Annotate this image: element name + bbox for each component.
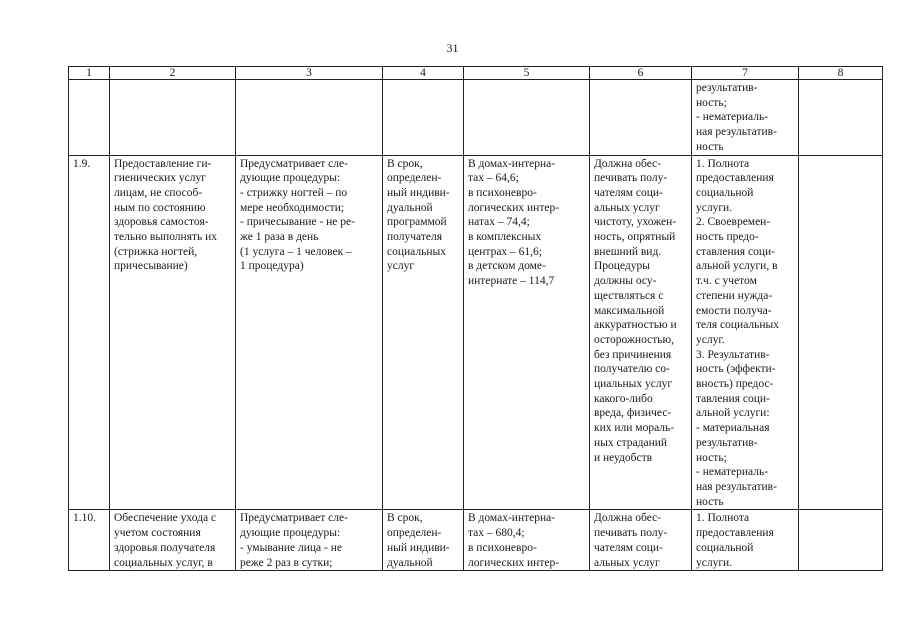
column-header: 1 — [69, 67, 110, 80]
tariff-cell: В домах-интерна- тах – 680,4; в психоневро- логических интер- — [464, 510, 590, 571]
table-header-row — [69, 67, 883, 80]
page-number: 31 — [446, 41, 459, 55]
column-header: 2 — [110, 67, 236, 80]
column-header: 5 — [464, 67, 590, 80]
evaluation-indicators-cell: 1. Полнота предоставления социальной услуги. 2. Своевремен- ность предо- ставления соци- альной услуги, в т.ч. с учетом степени нужда- емости получа- теля социальных услуг. 3. Результатив- ность (эффекти- вность) предос- тавления соци- альной услуги: - материальная результатив- ность; - нематериаль- ная результатив- ность — [692, 155, 799, 510]
row-number-cell: 1.10. — [69, 510, 110, 571]
column-header: 3 — [236, 67, 383, 80]
tariff-cell: В домах-интерна- тах – 64,6; в психоневро- логических интер- натах – 74,4; в комплексных центрах – 61,6; в детском доме- интернате – 114,7 — [464, 155, 590, 510]
term-cell — [383, 80, 464, 156]
column-header: 4 — [383, 67, 464, 80]
quality-requirements-cell: Должна обес- печивать полу- чателям соци- альных услуг — [590, 510, 692, 571]
column-header: 6 — [590, 67, 692, 80]
service-name-cell: Обеспечение ухода с учетом состояния здоровья получателя социальных услуг, в — [110, 510, 236, 571]
term-cell: В срок, определен- ный индиви- дуальной — [383, 510, 464, 571]
services-table — [68, 66, 883, 571]
evaluation-indicators-cell: результатив- ность; - нематериаль- ная результатив- ность — [692, 80, 799, 156]
row-number-cell: 1.9. — [69, 155, 110, 510]
empty-cell — [799, 155, 883, 510]
table-row — [69, 155, 883, 510]
service-name-cell: Предоставление ги- гиенических услуг лицам, не способ- ным по состоянию здоровья самостоя- тельно выполнять их (стрижка ногтей, причесывание) — [110, 155, 236, 510]
service-description-cell: Предусматривает сле- дующие процедуры: - стрижку ногтей – по мере необходимости; - причесывание - не ре- же 1 раза в день (1 услуга – 1 человек – 1 процедура) — [236, 155, 383, 510]
column-header: 8 — [799, 67, 883, 80]
quality-requirements-cell: Должна обес- печивать полу- чателям соци- альных услуг чистоту, ухожен- ность, опрятный внешний вид. Процедуры должны осу- ществляться с максимальной аккуратностью и осторожностью, без причинения получателю со- циальных услуг какого-либо вреда, физичес- ких или мораль- ных страданий и неудобств — [590, 155, 692, 510]
empty-cell — [799, 80, 883, 156]
row-number-cell — [69, 80, 110, 156]
table-row — [69, 510, 883, 571]
term-cell: В срок, определен- ный индиви- дуальной программой получателя социальных услуг — [383, 155, 464, 510]
column-header: 7 — [692, 67, 799, 80]
empty-cell — [799, 510, 883, 571]
service-description-cell: Предусматривает сле- дующие процедуры: - умывание лица - не реже 2 раз в сутки; — [236, 510, 383, 571]
evaluation-indicators-cell: 1. Полнота предоставления социальной услуги. — [692, 510, 799, 571]
table-row-continued — [69, 80, 883, 156]
service-description-cell — [236, 80, 383, 156]
quality-requirements-cell — [590, 80, 692, 156]
service-name-cell — [110, 80, 236, 156]
tariff-cell — [464, 80, 590, 156]
